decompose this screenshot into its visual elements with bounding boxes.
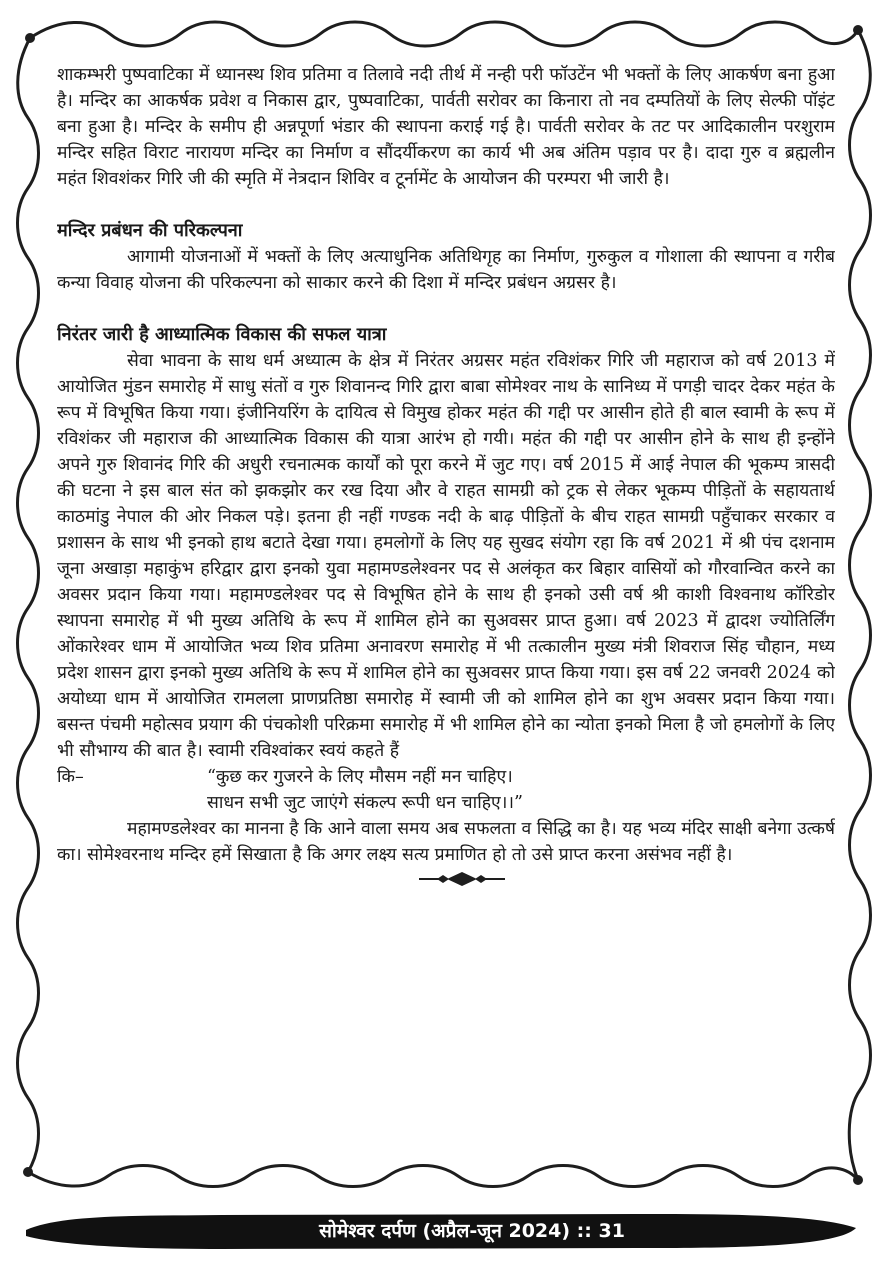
temple-management-paragraph: आगामी योजनाओं में भक्तों के लिए अत्याधुनिक अतिथिगृह का निर्माण, गुरुकुल व गोशाला की स्थापना व गरीब कन्या विवाह योजना की परिकल्पना को साकार करने की दिशा में मन्दिर प्रबंधन अग्रसर है। (57, 247, 835, 293)
spacer (57, 296, 835, 322)
spacer (57, 192, 835, 218)
quote-block (57, 764, 835, 790)
closing-paragraph: महामण्डलेश्वर का मानना है कि आने वाला समय अब सफलता व सिद्धि का है। यह भव्य मंदिर साक्षी बनेगा उत्कर्ष का। सोमेश्वरनाथ मन्दिर हमें सिखाता है कि अगर लक्ष्य सत्य प्रमाणित हो तो उसे प्राप्त करना असंभव नहीं है। (57, 819, 835, 865)
intro-paragraph: शाकम्भरी पुष्पवाटिका में ध्यानस्थ शिव प्रतिमा व तिलावे नदी तीर्थ में नन्ही परी फॉउटेंन भी भक्तों के लिए आकर्षण बना हुआ है। मन्दिर का आकर्षक प्रवेश व निकास द्वार, पुष्पवाटिका, पार्वती सरोवर का किनारा तो नव दम्पतियों के लिए सेल्फी पॉइंट बना हुआ है। मन्दिर के समीप ही अन्नपूर्णा भंडार की स्थापना कराई गई है। पार्वती सरोवर के तट पर आदिकालीन परशुराम मन्दिर सहित विराट नारायण मन्दिर का निर्माण व सौंदर्यीकरण का कार्य भी अब अंतिम पड़ाव पर है। दादा गुरु व ब्रह्मलीन महंत शिवशंकर गिरि जी की स्मृति में नेत्रदान शिविर व टूर्नामेंट के आयोजन की परम्परा भी जारी है। (57, 65, 835, 189)
section-heading-temple-management: मन्दिर प्रबंधन की परिकल्पना (57, 220, 243, 241)
end-ornament-icon (417, 870, 507, 888)
article-body (57, 62, 835, 1170)
footer-banner (22, 1206, 860, 1256)
quote-line-2: साधन सभी जुट जाएंगे संकल्प रूपी धन चाहिए।।” (207, 793, 523, 813)
spiritual-journey-paragraph: सेवा भावना के साथ धर्म अध्यात्म के क्षेत्र में निरंतर अग्रसर महंत रविशंकर गिरि जी महाराज को वर्ष 2013 में आयोजित मुंडन समारोह में साधु संतों व गुरु शिवानन्द गिरि द्वारा बाबा सोमेश्वर नाथ के सानिध्य में पगड़ी चादर देकर महंत के रूप में विभूषित किया गया। इंजीनियरिंग के दायित्व से विमुख होकर महंत की गद्दी पर आसीन होते ही बाल स्वामी के रूप में रविशंकर जी महाराज की आध्यात्मिक विकास की यात्रा आरंभ हो गयी। महंत की गद्दी पर आसीन होने के साथ ही इन्होंने अपने गुरु शिवानंद गिरि की अधुरी रचनात्मक कार्यों को पूरा करने में जुट गए। वर्ष 2015 में आई नेपाल की भूकम्प त्रासदी की घटना ने इस बाल संत को झकझोर कर रख दिया और वे राहत सामग्री को ट्रक से लेकर भूकम्प पीड़ितों के सहायतार्थ काठमांडु नेपाल की ओर निकल पड़े। इतना ही नहीं गण्डक नदी के बाढ़ पीड़ितों के बीच राहत सामग्री पहुँचाकर सरकार व प्रशासन के साथ भी इनको हाथ बटाते देखा गया। हमलोगों के लिए यह सुखद संयोग रहा कि वर्ष 2021 में श्री पंच दशनाम जूना अखाड़ा महाकुंभ हरिद्वार द्वारा इनको युवा महामण्डलेश्वनर पद से अलंकृत कर बिहार वासियों को गौरवान्वित करने का अवसर प्रदान किया गया। महामण्डलेश्वर पद से विभूषित होने के साथ ही इनको उसी वर्ष श्री काशी विश्वनाथ कॉरिडोर स्थापना समारोह में भी मुख्य अतिथि के रूप में शामिल होने का सुअवसर प्राप्त हुआ। वर्ष 2023 में द्वादश ज्योतिर्लिंग ओंकारेश्वर धाम में आयोजित भव्य शिव प्रतिमा अनावरण समारोह में भी तत्कालीन मुख्य मंत्री शिवराज सिंह चौहान, मध्य प्रदेश शासन द्वारा इनको मुख्य अतिथि के रूप में शामिल होने का सुअवसर प्राप्त किया गया। इस वर्ष 22 जनवरी 2024 को अयोध्या धाम में आयोजित रामलला प्राणप्रतिष्ठा समारोह में स्वामी जी को शामिल होने का शुभ अवसर प्रदान किया गया। बसन्त पंचमी महोत्सव प्रयाग की पंचकोशी परिक्रमा समारोह में भी शामिल होने का न्योता इनको मिला है जो हमलोगों के लिए भी सौभाग्य की बात है। स्वामी रविश्वांकर स्वयं कहते हैं (57, 351, 835, 761)
quote-line-1: “कुछ कर गुजरने के लिए मौसम नहीं मन चाहिए। (207, 767, 513, 787)
footer-title-page-number: सोमेश्वर दर्पण (अप्रैल-जून 2024) :: 31 (272, 1216, 672, 1246)
section-heading-spiritual-journey: निरंतर जारी है आध्यात्मिक विकास की सफल यात्रा (57, 324, 387, 345)
quote-lead: कि– (57, 767, 84, 787)
